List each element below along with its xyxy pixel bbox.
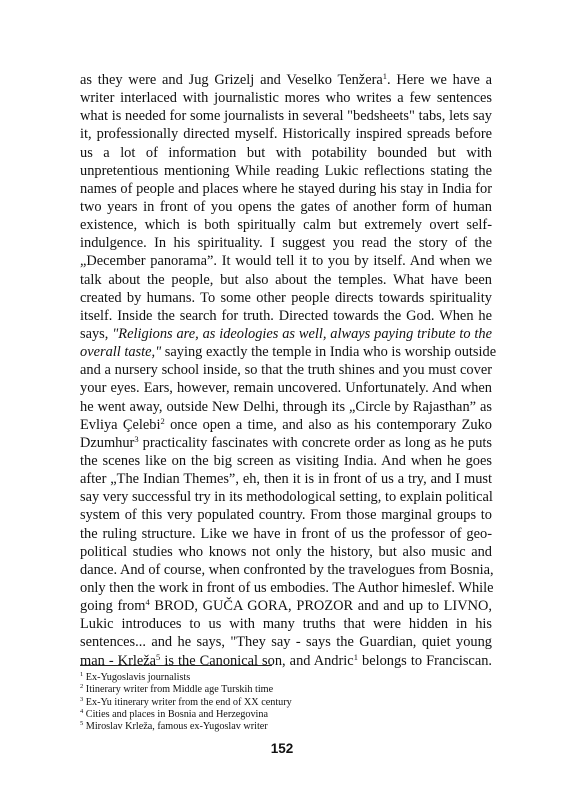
- text-line: after „The Indian Themes”, eh, then it is in front of us a try, and I must: [80, 471, 492, 488]
- text-line: your eyes. Ears, however, remain uncovered. Unfortunately. And when: [80, 380, 492, 397]
- text-line: itself. Inside the search for truth. Directed towards the God. When he: [80, 307, 492, 324]
- footnote-ref: 4: [145, 597, 150, 608]
- footnote-ref: 5: [156, 651, 161, 662]
- text-line: what is needed for some journalists in several "bedsheets" tabs, lets say: [80, 108, 492, 125]
- quote-text: "Religions are, as ideologies as well, always paying tribute to the: [112, 325, 492, 342]
- footnote-separator: [80, 665, 272, 666]
- text-line: political studies who knows not only the history, but also music and: [80, 543, 492, 560]
- text-line: us a lot of information but with potability bounded but with: [80, 144, 492, 161]
- text-line: Dzumhur$^3$ practicality fascinates with concrete order as long as he puts: [80, 433, 492, 451]
- text-line: the scenes like on the big screen as visiting India. And when he goes: [80, 452, 492, 469]
- footnotes: [80, 672, 380, 733]
- text-line: say very successful try in its methodological setting, to explain political: [80, 489, 493, 506]
- text-line: dance. And of course, when confronted by the travelogues from Bosnia,: [80, 561, 494, 578]
- footnote-ref: 1: [353, 651, 358, 662]
- footnote-ref: 3: [134, 433, 139, 444]
- text-line: it, professionally directed myself. Historically inspired spreads before: [80, 126, 492, 143]
- footnote-ref: 2: [160, 415, 165, 426]
- text-line: Lukic introduces to us with many truths that were hidden in his: [80, 616, 492, 633]
- text-line: man - Krleža$^5$ is the Canonical son, and Andric$^1$ belongs to Franciscan.: [80, 651, 493, 669]
- text-line: the ruling structure. Like we have in front of us the professor of geo-: [80, 525, 492, 542]
- text-line: going from$^4$ BROD, GUČA GORA, PROZOR and and up to LIVNO,: [80, 597, 492, 615]
- text-line: system of this very populated country. From those marginal groups to: [80, 507, 492, 524]
- text-line: sentences... and he says, "They say - says the Guardian, quiet young: [80, 634, 492, 651]
- footnote: $^3$ Ex-Yu itinerary writer from the end of XX century: [80, 695, 292, 708]
- text-line: overall taste," saying exactly the temple in India who is worship outside: [80, 344, 497, 361]
- text-line: two years in front of you opens the gates of another form of human: [80, 198, 492, 215]
- text-line: talk about the people, but also about the temples. What have been: [80, 271, 492, 288]
- footnote: $^4$ Cities and places in Bosnia and Herzegovina: [80, 707, 268, 720]
- text-line: says, "Religions are, as ideologies as well, always paying tribute to the: [80, 325, 492, 342]
- text-line: writer interlaced with journalistic mores who writes a few sentences: [80, 90, 492, 107]
- text-line: and a nursery school inside, so that the truth shines and you must cover: [80, 362, 492, 379]
- text-line: as they were and Jug Grizelj and Veselko Tenžera$^1$. Here we have a: [80, 71, 492, 88]
- text-line: created by humans. To some other people directs towards spirituality: [80, 289, 492, 306]
- text-line: existence, which is both spiritually calm but extremely overt self-: [80, 217, 492, 234]
- text-line: „December panorama”. It would tell it to you by itself. And when we: [80, 253, 492, 270]
- text-line: Evliya Çelebi$^2$ once open a time, and also as his contemporary Zuko: [80, 415, 492, 433]
- body-text: [80, 71, 497, 670]
- footnote: $^5$ Miroslav Krleža, famous ex-Yugoslav writer: [80, 720, 268, 733]
- page-number: 152: [270, 741, 294, 756]
- text-line: only then the work in front of us embodies. The Author himeslef. While: [80, 579, 494, 596]
- footnote: $^1$ Ex-Yugoslavis journalists: [80, 671, 191, 683]
- text-line: names of people and places where he stayed during his stay in India for: [80, 180, 492, 197]
- text-line: unpretentious mentioning While reading Lukic reflections stating the: [80, 162, 492, 179]
- quote-text: overall taste,": [80, 344, 162, 361]
- text-line: indulgence. In his spirituality. I suggest you read the story of the: [80, 235, 492, 252]
- footnote: $^2$ Itinerary writer from Middle age Turskih time: [80, 683, 274, 696]
- footnote-ref: 1: [382, 71, 388, 81]
- text-line: he went away, outside New Delhi, through its „Circle by Rajasthan” as: [80, 398, 492, 415]
